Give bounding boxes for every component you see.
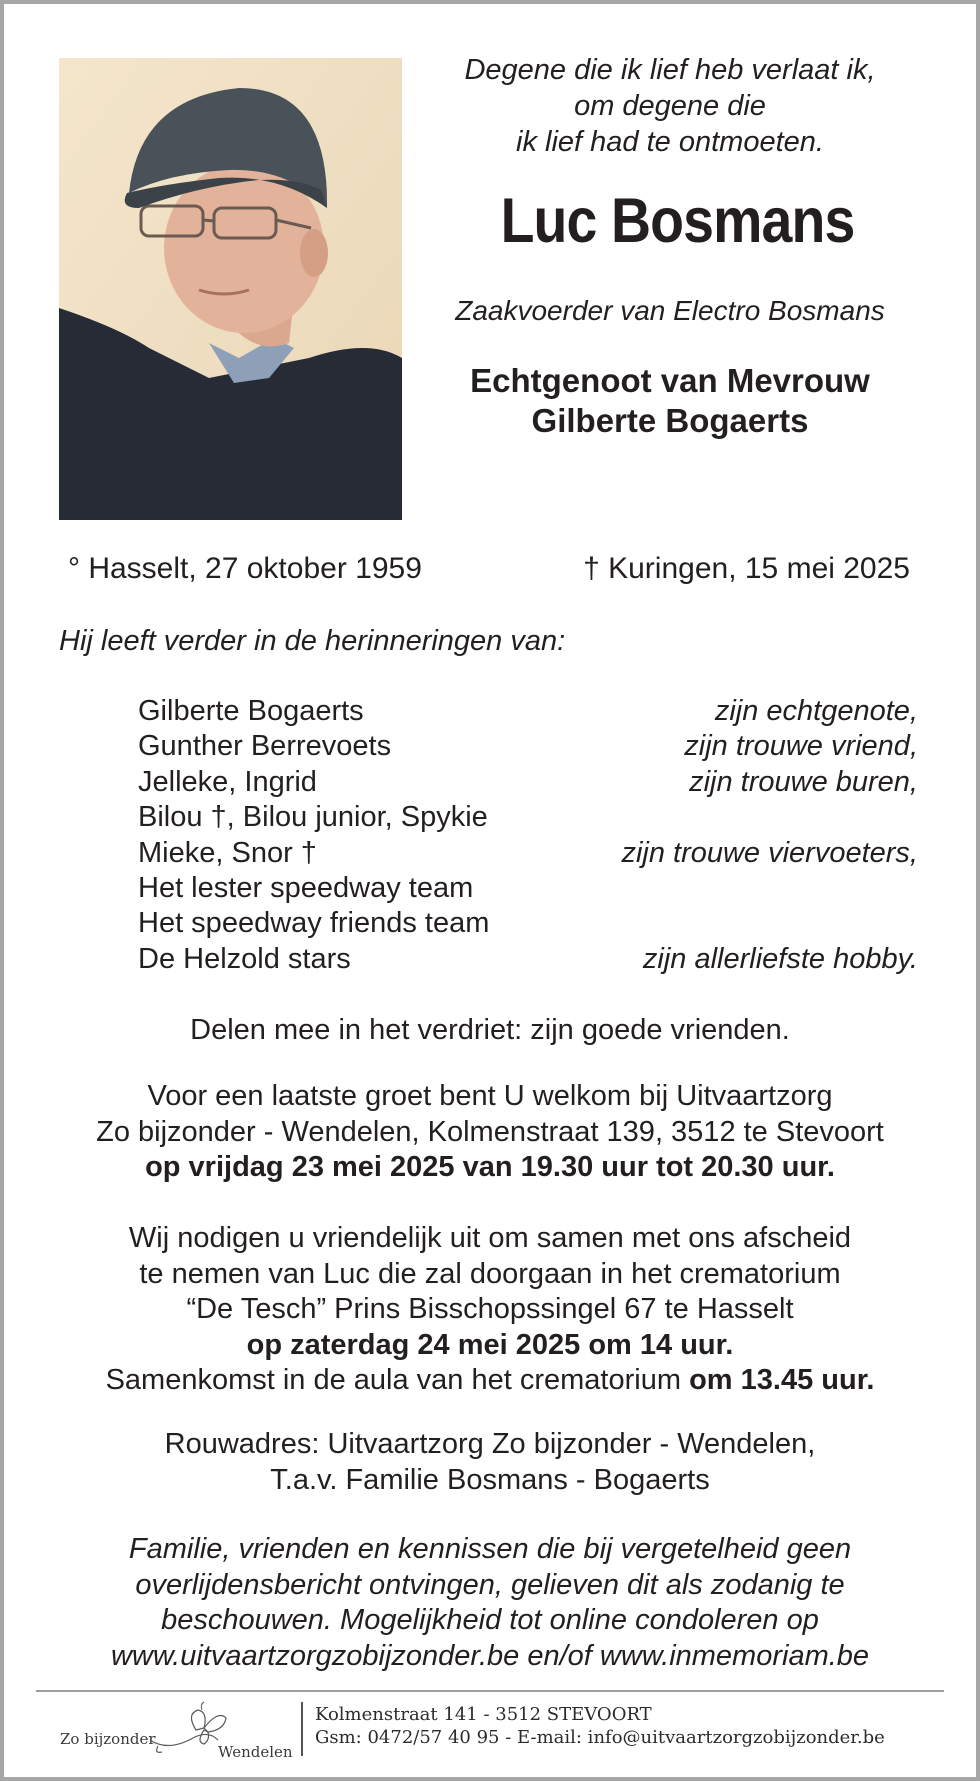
ceremony-time: op zaterdag 24 mei 2025 om 14 uur. [246, 1328, 734, 1361]
contact-phone-email: Gsm: 0472/57 40 95 - E-mail: info@uitvaartzorgzobijzonder.be [315, 1727, 885, 1748]
list-item [138, 765, 918, 800]
footer-divider [36, 1690, 944, 1692]
visitation-info [40, 1079, 940, 1186]
relative-role: zijn echtgenote, [714, 695, 918, 727]
ceremony-line: “De Tesch” Prins Bisschopssingel 67 te Hasselt [186, 1293, 794, 1325]
list-item [138, 800, 918, 835]
relative-name: Mieke, Snor † [138, 836, 317, 869]
list-item [138, 906, 918, 941]
gathering-time: om 13.45 uur. [689, 1364, 875, 1396]
mourning-address [40, 1427, 940, 1498]
quote-line: om degene die [574, 90, 766, 122]
list-item [138, 871, 918, 906]
deceased-occupation: Zaakvoerder van Electro Bosmans [455, 295, 885, 326]
gathering-line [40, 1363, 940, 1399]
relative-name: Gunther Berrevoets [138, 730, 392, 763]
sharing-line: Delen mee in het verdriet: zijn goede vrienden. [190, 1014, 790, 1046]
relative-name: Het lester speedway team [138, 871, 474, 904]
portrait-illustration [59, 58, 402, 520]
list-item [138, 694, 918, 729]
remembrance-intro: Hij leeft verder in de herinneringen van: [59, 625, 566, 657]
footer-separator [301, 1702, 303, 1756]
relative-name: Gilberte Bogaerts [138, 695, 364, 727]
visitation-line: Voor een laatste groet bent U welkom bij Uitvaartzorg [147, 1080, 833, 1112]
list-item [138, 729, 918, 764]
memorial-quote [420, 52, 920, 160]
logo-text-right: Wendelen [218, 1743, 293, 1761]
address-line: T.a.v. Familie Bosmans - Bogaerts [270, 1463, 710, 1496]
notice-line: beschouwen. Mogelijkheid tot online condoleren op [161, 1604, 819, 1636]
deceased-name: Luc Bosmans [500, 186, 855, 256]
funeral-home-contact [315, 1703, 885, 1749]
ceremony-info [40, 1221, 940, 1399]
quote-line: Degene die ik lief heb verlaat ik, [464, 54, 876, 86]
visitation-line: Zo bijzonder - Wendelen, Kolmenstraat 139, 3512 te Stevoort [96, 1115, 884, 1148]
relative-name: Het speedway friends team [138, 907, 490, 940]
relative-role: zijn trouwe vriend, [684, 730, 918, 763]
spouse-line: Gilberte Bogaerts [531, 402, 809, 439]
remembrance-list [138, 694, 918, 977]
contact-address: Kolmenstraat 141 - 3512 STEVOORT [315, 1704, 652, 1725]
relative-role: zijn allerliefste hobby. [642, 942, 918, 975]
notice-line: Familie, vrienden en kennissen die bij vergetelheid geen [128, 1533, 852, 1565]
relative-name: Jelleke, Ingrid [138, 765, 317, 798]
closing-notice [40, 1532, 940, 1674]
relative-role: zijn trouwe viervoeters, [621, 836, 918, 869]
list-item [138, 836, 918, 871]
death-date: † Kuringen, 15 mei 2025 [583, 552, 910, 585]
visitation-time: op vrijdag 23 mei 2025 van 19.30 uur tot 20.30 uur. [145, 1151, 835, 1183]
ceremony-line: te nemen van Luc die zal doorgaan in het crematorium [139, 1257, 841, 1290]
quote-line: ik lief had te ontmoeten. [516, 126, 824, 158]
address-line: Rouwadres: Uitvaartzorg Zo bijzonder - Wendelen, [164, 1428, 816, 1460]
relative-name: Bilou †, Bilou junior, Spykie [138, 801, 488, 834]
ceremony-line: Wij nodigen u vriendelijk uit om samen met ons afscheid [128, 1222, 852, 1254]
notice-line: overlijdensbericht ontvingen, gelieven dit als zodanig te [135, 1568, 845, 1601]
relative-role: zijn trouwe buren, [689, 765, 918, 798]
relative-name: De Helzold stars [138, 942, 351, 975]
funeral-home-logo [58, 1700, 293, 1762]
portrait-photo [59, 58, 402, 520]
list-item [138, 942, 918, 977]
logo-text-left: Zo bijzonder [60, 1730, 156, 1748]
notice-line: www.uitvaartzorgzobijzonder.be en/of www.inmemoriam.be [110, 1639, 870, 1672]
birth-date: ° Hasselt, 27 oktober 1959 [68, 552, 422, 585]
gathering-text: Samenkomst in de aula van het crematorium [105, 1364, 682, 1396]
spouse-line: Echtgenoot van Mevrouw [470, 362, 870, 399]
spouse-info [420, 361, 920, 441]
